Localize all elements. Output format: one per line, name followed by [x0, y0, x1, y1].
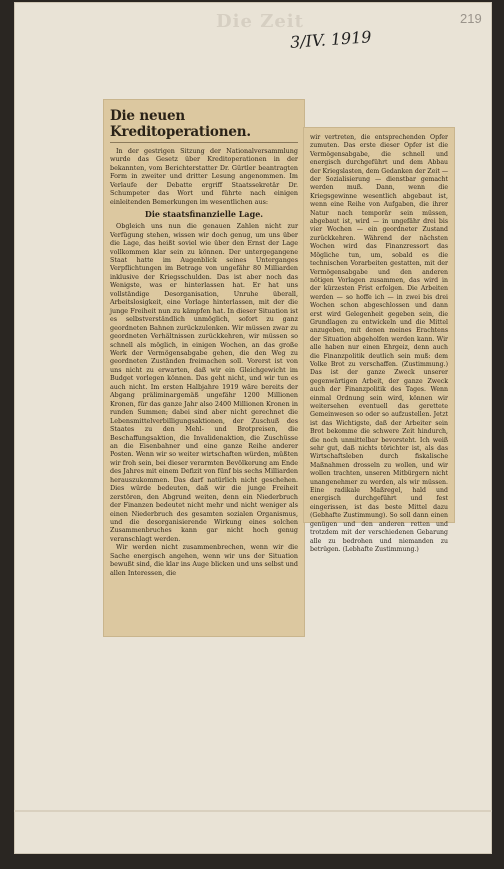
article-subhead: Die staatsfinanzielle Lage.: [144, 209, 264, 220]
fold-line: [14, 810, 492, 812]
article-body-col1-end: Wir werden nicht zusammenbrechen, wenn wir die Sache energisch angehen, wenn wir uns der Situation bewußt sind, die klar ins Auge blicken und uns selbst und allen Interessen, die: [110, 543, 298, 577]
page-number: 219: [460, 11, 482, 26]
clipping-left-column: [104, 100, 304, 636]
handwritten-date: 3/IV. 1919: [289, 27, 373, 52]
clipping-right-column: [304, 128, 454, 553]
article-headline: Die neuen Kreditoperationen.: [110, 108, 298, 143]
article-intro: In der gestrigen Sitzung der Nationalversammlung wurde das Gesetz über Kreditoperationen in der bekannten, vom Berichterstatter Dr. Gürtler beantragten Form in zweiter und dritter Lesung angenommen. Im Verlaufe der Debatte ergriff Staatssekretär Dr. Schumpeter das Wort und führte nach einigen einleitenden Bemerkungen im wesentlichen aus:: [110, 147, 298, 206]
article-body-col1: Obgleich uns nun die genauen Zahlen nicht zur Verfügung stehen, wissen wir doch genug, um uns über die Lage, das heißt soviel wie über den Ernst der Lage vollkommen klar sein zu können. Der untergegangene Staat hatte im Augenblick seines Unterganges Verpflichtungen im Betrage von ungefähr 80 Milliarden inklusive der Kriegsschulden. Das ist aber noch das Wenigste, was er hinterlassen hat. Er hat uns vollständige Desorganisation, Unruhe überall, Arbeitslosigkeit, eine Vorlage hinterlassen, mit der die junge Freiheit nun zu kämpfen hat. In dieser Situation ist es selbstverständlich unmöglich, sofort zu ganz geordneten Bahnen zurückzulenken. Wir müssen zwar zu geordneten Verhältnissen zurückkehren, wir müssen so schnell als möglich, in einigen Wochen, an das große Werk der Vermögensabgabe gehen, die den Weg zu geordneten Zuständen freimachen soll. Vorerst ist von uns nicht zu erwarten, daß wir ein Gleichgewicht im Budget vorlegen können. Das geht nicht, und wir tun es auch nicht. Im ersten Halbjahre 1919 wäre bereits der Abgang präliminargemäß ungefähr 1200 Millionen Kronen, für das ganze Jahr also 2400 Millionen Kronen in runden Summen; dabei sind aber nicht gerechnet die Lebensmittelverbilligungsaktionen, der Zuschuß des Staates zu den Mehl- und Brotpreisen, die Beschaffungsaktion, die Invalidenaktion, die Zuschüsse an die Eisenbahner und eine ganze Reihe anderer Posten. Wenn wir so weiter wirtschaften würden, müßten wir froh sein, bei dieser verarmten Bevölkerung am Ende des Jahres mit einem Defizit von fünf bis sechs Milliarden herauszukommen. Das darf natürlich nicht geschehen. Dies würde bedeuten, daß wir die junge Freiheit zerstören, den Abgrund weiten, denn ein Niederbruch der Finanzen bedeutet nicht mehr und nicht weniger als einen Niederbruch des gesamten sozialen Organismus, und die desorganisierende Wirkung eines solchen Zusammenbruches kann gar nicht hoch genug veranschlagt werden.: [110, 222, 298, 543]
article-body-col2: wir vertreten, die entsprechenden Opfer zumuten. Das erste dieser Opfer ist die Vermögensabgabe, die schnell und energisch durchgeführt und dem Abbau der Kriegslasten, dem Gedanken der Zeit — der Sozialisierung — dienstbar gemacht werden muß. Dann, wenn die Kriegsgewinne wesentlich abgebaut ist, wenn eine Reihe von Aufgaben, die ihrer Natur nach temporär sein müssen, abgebaut ist, wird — in ungefähr drei bis vier Wochen — ein geordneter Zustand zurückkehren. Während der nächsten Wochen wird das Finanzressort das Mögliche tun, um, sobald es die technischen Vorarbeiten gestatten, mit der Vermögensabgabe und den anderen nötigen Vorlagen zusammen, das wird in der kürzesten Frist erfolgen. Die Arbeiten werden — so hoffe ich — in zwei bis drei Wochen schon abgeschlossen und dann erst wird Gelegenheit gegeben sein, die Grundlagen zu entwickeln und die Mittel anzugeben, mit denen meines Erachtens der Situation abgeholfen werden kann. Wir alle haben nur einen Ehrgeiz, denn auch die Finanzpolitik deutlich sein muß: dem Volke Brot zu verschaffen. (Zustimmung.) Das ist der ganze Zweck unserer gegenwärtigen Arbeit, der ganze Zweck auch der Finanzpolitik des Tages. Wenn einmal Ordnung sein wird, können wir weitersehen eventuell das gerettete Gemeinwesen so oder so aufzustellen. Jetzt ist das Wichtigste, daß der Arbeiter sein Brot bekomme die schwere Zeit hindurch, die noch unmittelbar bevorsteht. Ich weiß sehr gut, daß nichts törichter ist, als das Wirtschaftsleben durch fiskalische Maßnahmen drosseln zu wollen, und wir wollen trachten, unseren Mitbürgern nicht unangenehmer zu werden, als wir müssen. Eine radikale Maßregel, hald und energisch durchgeführt und fest eingerissen, ist das beste Mittel dazu (Gebhafte Zustimmung). So soll dann einen genügen und den anderen retten und trotzdem mit der verschiedenen Gebarung alle zu bedrohen und niemanden zu betrügen. (Lebhafte Zustimmung.): [310, 134, 449, 553]
newspaper-masthead: Die Zeit: [216, 11, 304, 32]
